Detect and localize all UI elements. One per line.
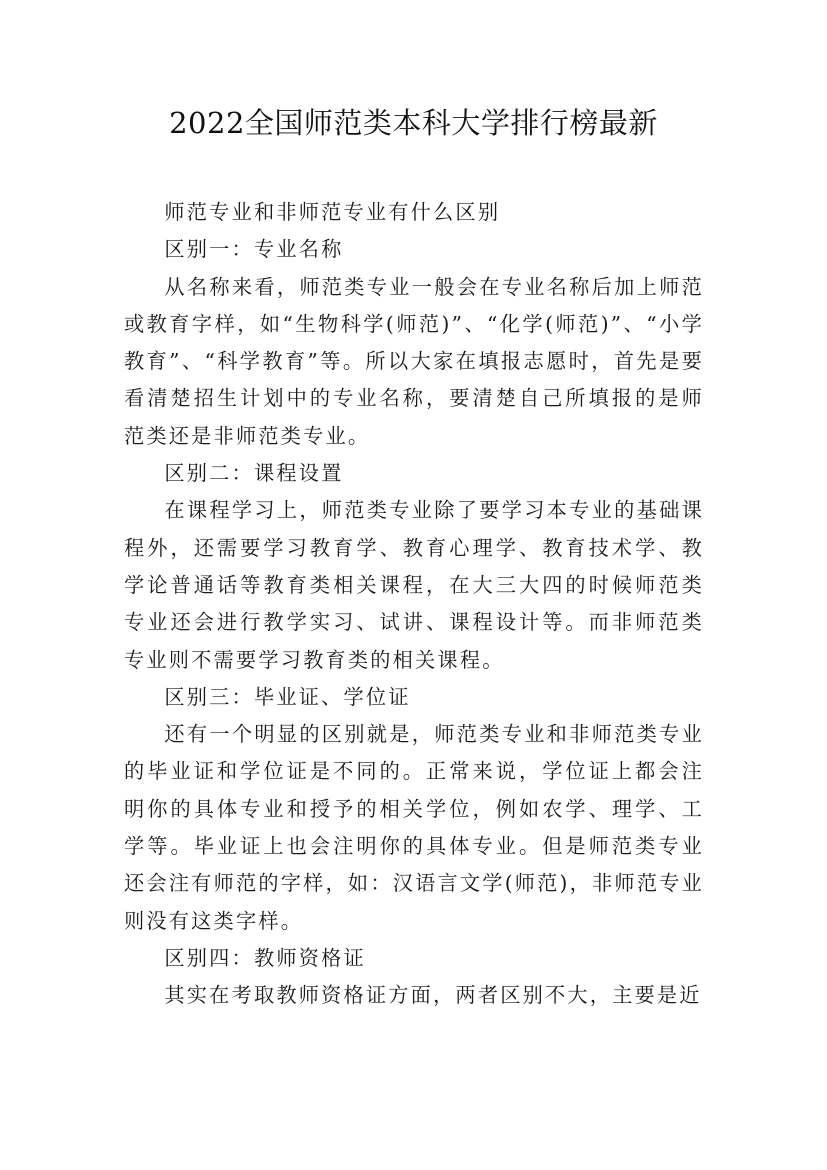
paragraph-question: 师范专业和非师范专业有什么区别	[164, 200, 501, 224]
document-body	[124, 194, 704, 1015]
document-title: 2022全国师范类本科大学排行榜最新	[169, 106, 658, 140]
paragraph-curriculum: 在课程学习上，师范类专业除了要学习本专业的基础课程外，还需要学习教育学、教育心理学、教育技术学、教学论普通话等教育类相关课程，在大三大四的时候师范类专业还会进行教学实习、试讲、课程设计等。而非师范类专业则不需要学习教育类的相关课程。	[124, 498, 704, 672]
heading-difference-1: 区别一：专业名称	[164, 237, 344, 262]
heading-difference-3: 区别三：毕业证、学位证	[164, 684, 411, 709]
paragraph-certificates: 还有一个明显的区别就是，师范类专业和非师范类专业的毕业证和学位证是不同的。正常来说，学位证上都会注明你的具体专业和授予的相关学位，例如农学、理学、工学等。毕业证上也会注明你的具体专业。但是师范类专业还会注有师范的字样，如：汉语言文学(师范)，非师范专业则没有这类字样。	[124, 722, 704, 933]
heading-difference-4: 区别四：教师资格证	[164, 945, 366, 970]
heading-difference-2: 区别二：课程设置	[164, 461, 344, 486]
paragraph-teacher-qualification: 其实在考取教师资格证方面，两者区别不大，主要是近	[164, 983, 702, 1008]
paragraph-major-name: 从名称来看，师范类专业一般会在专业名称后加上师范或教育字样，如“生物科学(师范)”、“化学(师范)”、“小学教育”、“科学教育”等。所以大家在填报志愿时，首先是要看清楚招生计划中的专业名称，要清楚自己所填报的是师范类还是非师范类专业。	[124, 274, 704, 448]
